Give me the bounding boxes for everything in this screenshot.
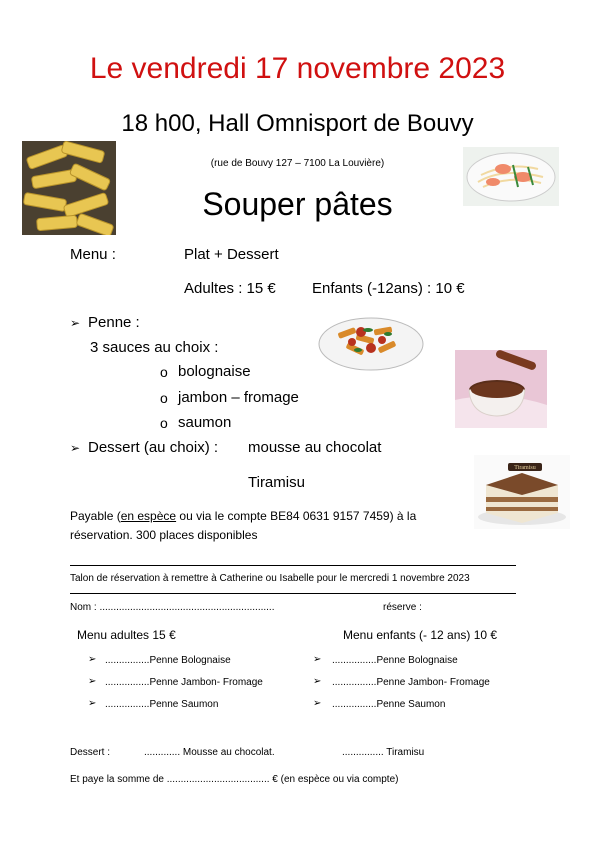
divider [70, 593, 516, 594]
divider [70, 565, 516, 566]
circle-bullet-icon: o [160, 364, 168, 380]
dessert-tiramisu-line[interactable]: ............... Tiramisu [342, 747, 425, 758]
salmon-pasta-image [463, 147, 559, 206]
sauce-item: saumon [178, 414, 232, 431]
reservation-slip-title: Talon de réservation à remettre à Catherine ou Isabelle pour le mercredi 1 novembre 2023 [70, 573, 470, 584]
kids-order-line[interactable]: ................Penne Bolognaise [332, 655, 458, 666]
penne-label: Penne : [88, 314, 140, 331]
adult-order-line[interactable]: ................Penne Jambon- Fromage [105, 677, 263, 688]
payment-info-line2: réservation. 300 places disponibles [70, 528, 258, 542]
sauce-item: jambon – fromage [178, 389, 299, 406]
circle-bullet-icon: o [160, 415, 168, 431]
penne-pasta-image [22, 141, 116, 235]
arrow-bullet-icon: ➢ [313, 654, 322, 665]
menu-formula: Plat + Dessert [184, 246, 279, 263]
event-time-location: 18 h00, Hall Omnisport de Bouvy [121, 110, 474, 137]
arrow-bullet-icon: ➢ [88, 654, 97, 665]
dessert-item: mousse au chocolat [248, 439, 382, 456]
sauce-item: bolognaise [178, 363, 251, 380]
event-address: (rue de Bouvy 127 – 7100 La Louvière) [210, 158, 385, 169]
event-name: Souper pâtes [202, 186, 393, 222]
circle-bullet-icon: o [160, 390, 168, 406]
arrow-bullet-icon: ➢ [70, 316, 81, 330]
arrow-bullet-icon: ➢ [88, 698, 97, 709]
arrow-bullet-icon: ➢ [313, 676, 322, 687]
event-date-title: Le vendredi 17 novembre 2023 [89, 52, 506, 85]
reserve-label: réserve : [383, 602, 422, 613]
sauces-label: 3 sauces au choix : [90, 339, 219, 356]
dessert-mousse-line[interactable]: ............. Mousse au chocolat. [144, 747, 275, 758]
adult-order-line[interactable]: ................Penne Saumon [105, 699, 219, 710]
payment-account: ou via le compte BE84 0631 9157 7459) à la [176, 509, 417, 523]
dessert-label: Dessert (au choix) : [88, 439, 219, 456]
arrow-bullet-icon: ➢ [88, 676, 97, 687]
price-adults: Adultes : 15 € [184, 280, 276, 297]
kids-menu-header: Menu enfants (- 12 ans) 10 € [343, 628, 498, 642]
adult-menu-header: Menu adultes 15 € [77, 628, 176, 642]
payment-info [70, 509, 455, 523]
menu-label: Menu : [70, 246, 116, 263]
arrow-bullet-icon: ➢ [313, 698, 322, 709]
kids-order-line[interactable]: ................Penne Jambon- Fromage [332, 677, 490, 688]
dessert-item: Tiramisu [248, 474, 305, 491]
tiramisu-image [474, 455, 570, 529]
dessert-form-label: Dessert : [70, 747, 111, 758]
payment-cash: en espèce [120, 509, 177, 523]
adult-order-line[interactable]: ................Penne Bolognaise [105, 655, 231, 666]
arrow-bullet-icon: ➢ [70, 441, 81, 455]
svg-text:Tiramisu: Tiramisu [514, 465, 536, 471]
price-children: Enfants (-12ans) : 10 € [312, 280, 465, 297]
payment-prefix: Payable ( [70, 509, 121, 523]
penne-dish-image [316, 308, 426, 374]
name-field[interactable]: Nom : ............................................................... [70, 602, 275, 613]
kids-order-line[interactable]: ................Penne Saumon [332, 699, 446, 710]
chocolate-mousse-image [455, 350, 547, 428]
payment-amount-line[interactable]: Et paye la somme de ..................................... € (en espèce ou via compte) [70, 774, 399, 785]
